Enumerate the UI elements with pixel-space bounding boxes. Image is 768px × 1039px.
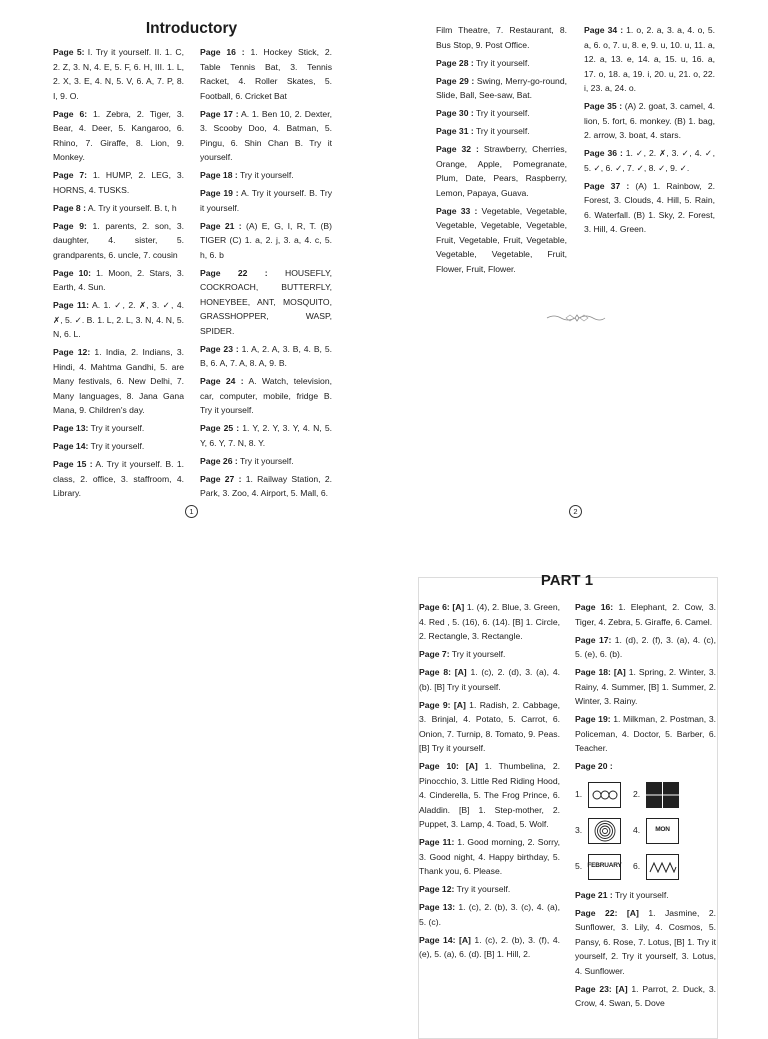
answer-entry — [419, 759, 560, 832]
page-ref-label: Page 28 : — [436, 57, 474, 68]
answer-entry — [436, 142, 567, 200]
answer-text: 1. India, 2. Indians, 3. Hindi, 4. Mahtma Gandhi, 5. are Many festivals, 6. New Delhi, 7. Many languages, 8. Jana Gana Mana, 9. Children's day. — [53, 347, 184, 415]
item-number: 5. — [575, 861, 583, 872]
page-ref-label: Page 17 : — [200, 108, 239, 119]
page-ref-label: Page 22 : — [200, 267, 268, 278]
answer-text: Try it yourself. — [237, 455, 294, 466]
answer-entry — [419, 933, 560, 962]
item-number: 1. — [575, 789, 583, 800]
answer-text: A. 1. ✓, 2. ✗, 3. ✓, 4. ✗, 5. ✓. B. 1. L, 2. L, 3. N, 4. N, 5. N, 6. L. — [53, 300, 184, 339]
answer-text: 1. Hockey Stick, 2. Table Tennis Bat, 3. Tennis Racket, 4. Roller Skates, 5. Football, 6. Cricket Bat — [200, 47, 332, 101]
answer-entry — [436, 56, 567, 71]
page-ref-label: Page 35 : — [584, 101, 623, 111]
answer-text: 1. parents, 2. son, 3. daughter, 4. sister, 5. grandparents, 6. uncle, 7. cousin — [53, 220, 184, 260]
page-ref-label: Page 27 : — [200, 473, 242, 484]
answer-entry — [53, 421, 184, 436]
answer-text: 1. o, 2. a, 3. a, 4. o, 5. a, 6. o, 7. u, 8. e, 9. u, 10. u, 11. a, 12. a, 13. e, 14. a, 15. u, 16. a, 17. o, 18. a, 19. i, 20. u, 21. o, 22. i, 23. a, 24. o. — [584, 25, 715, 93]
page-2-left-column — [436, 23, 567, 280]
answer-entry — [575, 665, 716, 709]
answer-entry — [584, 99, 715, 143]
answer-text: 1. Elephant, 2. Cow, 3. Tiger, 4. Zebra, 5. Giraffe, 6. Camel. — [575, 602, 716, 627]
answer-text: 1. (c), 2. (b), 3. (f), 4. (e), 5. (a), 6. (d). [B] 1. Hill, 2. — [419, 934, 560, 959]
page-ref-label: Page 33 : — [436, 205, 478, 216]
page-ref-label: Page 20 : — [575, 761, 613, 771]
zigzag-icon — [646, 854, 679, 880]
page-ref-label: Page 22: [A] — [575, 907, 639, 918]
answer-text: Try it yourself. — [473, 108, 530, 118]
answer-entry — [419, 665, 560, 694]
answer-text: 1. (d), 2. (f), 3. (a), 4. (c), 5. (e), 6. (b). — [575, 634, 716, 659]
answer-text: 1. Milkman, 2. Postman, 3. Policeman, 4. Doctor, 5. Barber, 6. Teacher. — [575, 714, 716, 753]
answer-text: 1. Moon, 2. Stars, 3. Earth, 4. Sun. — [53, 267, 184, 292]
answer-text: 1. A, 2. A, 3. B, 4. B, 5. B, 6. A, 7. A, 8. A, 9. B. — [200, 343, 332, 368]
answer-entry — [436, 74, 567, 103]
answer-entry — [419, 835, 560, 879]
label-box: FEBRUARY — [588, 854, 621, 880]
answer-entry — [419, 882, 560, 897]
page-ref-label: Page 11: — [53, 300, 89, 310]
answer-text: Try it yourself. — [237, 170, 294, 180]
answer-text: 1. (c), 2. (b), 3. (c), 4. (a), 5. (c). — [419, 902, 560, 927]
answer-entry — [436, 106, 567, 121]
answer-entry — [419, 600, 560, 644]
answer-entry — [575, 888, 716, 903]
answer-text: Try it yourself. — [88, 423, 145, 433]
page-ref-label: Page 31 : — [436, 126, 474, 136]
page-20-answer-grid — [575, 780, 716, 882]
page-ref-label: Page 37 : — [584, 180, 630, 191]
page-ref-label: Page 19: — [575, 714, 611, 724]
page-ref-label: Page 19 : — [200, 188, 239, 198]
page-ref-label: Page 6: [A] — [419, 602, 465, 612]
page-ref-label: Page 15 : — [53, 459, 93, 469]
page-2-right-column — [584, 23, 715, 240]
item-number: 4. — [633, 825, 641, 836]
answer-entry — [436, 124, 567, 139]
page-ref-label: Page 34 : — [584, 25, 624, 35]
answer-entry — [436, 204, 567, 277]
page-ref-label: Page 14: — [53, 441, 89, 451]
answer-text: Try it yourself. — [449, 649, 506, 659]
answer-text: Film Theatre, 7. Restaurant, 8. Bus Stop, 9. Post Office. — [436, 25, 567, 50]
answer-text: 1. Spring, 2. Winter, 3. Rainy, 4. Summer, [B] 1. Summer, 2. Winter, 3. Rainy. — [575, 667, 716, 706]
page-number-1: 1 — [185, 505, 198, 518]
item-number: 6. — [633, 861, 641, 872]
page-ref-label: Page 32 : — [436, 144, 479, 154]
answer-entry — [53, 219, 184, 263]
page-ref-label: Page 6: — [53, 108, 88, 119]
answer-entry — [200, 168, 332, 183]
answer-text: Vegetable, Vegetable, Vegetable, Vegetable, Vegetable, Fruit, Vegetable, Fruit, Vegetable, Vegetable, Vegetable, Fruit, Flower, Fruit, Flower. — [436, 205, 567, 274]
item-number: 2. — [633, 789, 641, 800]
three-circles-icon — [588, 782, 621, 808]
answer-entry — [200, 186, 332, 215]
label-box: MON — [646, 818, 679, 844]
page-ref-label: Page 24 : — [200, 376, 244, 386]
answer-text: (A) 2. goat, 3. camel, 4. lion, 5. fort, 6. monkey. (B) 1. bag, 2. arrow, 3. boat, 4. stars. — [584, 101, 715, 140]
answer-text: A. Watch, television, car, computer, mobile, fridge B. Try it yourself. — [200, 376, 332, 415]
answer-entry — [584, 23, 715, 96]
page-ref-label: Page 36 : — [584, 148, 623, 158]
answer-text: 1. Railway Station, 2. Park, 3. Zoo, 4. Airport, 5. Mall, 6. — [200, 473, 332, 498]
page-ref-label: Page 23: [A] — [575, 983, 628, 994]
answer-text: Try it yourself. — [88, 441, 145, 451]
page-ref-label: Page 8 : — [53, 202, 86, 213]
answer-entry — [200, 472, 332, 501]
page-20-row — [575, 780, 716, 810]
answer-entry — [419, 900, 560, 929]
page-ref-label: Page 18 : — [200, 170, 238, 180]
answer-entry — [200, 45, 332, 103]
ornament-divider — [546, 310, 606, 328]
answer-text: (A) E, G, I, R, T. (B) TIGER (C) 1. a, 2. j, 3. a, 4. c, 5. h, 6. b — [200, 220, 332, 260]
page-3-left-column — [419, 600, 560, 965]
page-1-right-column — [200, 45, 332, 504]
concentric-circles-icon — [588, 818, 621, 844]
answer-entry — [53, 45, 184, 103]
answer-entry — [200, 374, 332, 418]
answer-entry — [53, 345, 184, 418]
answer-text: Try it yourself. — [473, 57, 530, 68]
answer-text: I. Try it yourself. II. 1. C, 2. Z, 3. N, 4. E, 5. F, 6. H, III. 1. L, 2. X, 3. E, 4. N, 5. V, 6. A, 7. P, 8. I, 9. O. — [53, 47, 184, 101]
answer-text: A. Try it yourself. B. 1. class, 2. office, 3. staffroom, 4. Library. — [53, 459, 184, 498]
page-20-row — [575, 852, 716, 882]
answer-entry — [584, 179, 715, 237]
page-3-title: PART 1 — [540, 572, 594, 589]
answer-text: A. Try it yourself. B. Try it yourself. — [200, 188, 332, 213]
page-ref-label: Page 16 : — [200, 47, 245, 57]
page-ref-label: Page 21 : — [575, 889, 613, 900]
answer-text: Try it yourself. — [454, 884, 511, 894]
page-ref-label: Page 12: — [419, 884, 455, 894]
answer-text: 1. Zebra, 2. Tiger, 3. Bear, 4. Deer, 5. Kangaroo, 6. Rhino, 7. Giraffe, 8. Lion, 9. Monkey. — [53, 108, 184, 162]
answer-entry — [200, 107, 332, 165]
page-ref-label: Page 13: — [53, 423, 89, 433]
page-ref-label: Page 26 : — [200, 455, 238, 466]
answer-text: 1. Radish, 2. Cabbage, 3. Brinjal, 4. Potato, 5. Carrot, 6. Onion, 7. Turnip, 8. Tomato, 9. Peas. [B] Try it yourself. — [419, 699, 560, 753]
answer-entry — [575, 982, 716, 1011]
answer-entry — [419, 698, 560, 756]
answer-entry — [575, 759, 716, 774]
page-ref-label: Page 13: — [419, 902, 456, 912]
answer-entry — [53, 201, 184, 216]
page-ref-label: Page 11: — [419, 837, 455, 847]
page-1-left-column — [53, 45, 184, 504]
answer-entry — [575, 633, 716, 662]
answer-text: A. 1. Ben 10, 2. Dexter, 3. Scooby Doo, 4. Batman, 5. Pingu, 6. Shin Chan B. Try it yourself. — [200, 108, 332, 162]
page-ref-label: Page 9: — [53, 220, 87, 231]
answer-text: Try it yourself. — [473, 126, 530, 136]
page-ref-label: Page 12: — [53, 347, 91, 357]
item-number: 3. — [575, 825, 583, 836]
answer-entry — [53, 439, 184, 454]
page-ref-label: Page 10: — [53, 267, 91, 278]
page-ref-label: Page 25 : — [200, 423, 240, 433]
answer-entry — [53, 107, 184, 165]
page-ref-label: Page 10: [A] — [419, 761, 478, 771]
answer-text: 1. Jasmine, 2. Sunflower, 3. Lily, 4. Cosmos, 5. Pansy, 6. Rose, 7. Lotus, [B] 1. Try it yourself, 2. Try it yourself, 3. Lotus, 4. Sunflower. — [575, 907, 716, 976]
answer-text: 1. Parrot, 2. Duck, 3. Crow, 4. Swan, 5. Dove — [575, 983, 716, 1008]
answer-entry — [200, 342, 332, 371]
page-ref-label: Page 7: — [419, 649, 450, 659]
answer-text: Strawberry, Cherries, Orange, Apple, Pomegranate, Plum, Date, Pears, Raspberry, Lemon, Papaya, Guava. — [436, 144, 567, 198]
answer-entry — [419, 647, 560, 662]
answer-text: 1. (c), 2. (d), 3. (a), 4. (b). [B] Try it yourself. — [419, 667, 560, 692]
answer-text: 1. ✓, 2. ✗, 3. ✓, 4. ✓, 5. ✓, 6. ✓, 7. ✓, 8. ✓, 9. ✓. — [584, 148, 715, 173]
answer-text: A. Try it yourself. B. t, h — [85, 202, 177, 213]
answer-entry — [584, 146, 715, 175]
answer-entry — [200, 219, 332, 263]
answer-entry — [436, 23, 567, 52]
answer-text: HOUSEFLY, COCKROACH, BUTTERFLY, HONEYBEE, ANT, MOSQUITO, GRASSHOPPER, WASP, SPIDER. — [200, 267, 332, 336]
answer-text: 1. Y, 2. Y, 3. Y, 4. N, 5. Y, 6. Y, 7. N, 8. Y. — [200, 423, 332, 448]
answer-entry — [200, 266, 332, 339]
answer-text: (A) 1. Rainbow, 2. Forest, 3. Clouds, 4. Hill, 5. Rain, 6. Waterfall. (B) 1. Sky, 2. Forest, 3. Hill, 4. Green. — [584, 180, 715, 234]
page-ref-label: Page 21 : — [200, 220, 242, 231]
page-1-title: Introductory — [145, 20, 238, 37]
page-ref-label: Page 7: — [53, 170, 88, 180]
answer-entry — [575, 906, 716, 979]
answer-entry — [53, 457, 184, 501]
answer-text: Try it yourself. — [612, 889, 669, 900]
page-3-right-column — [575, 600, 716, 1014]
answer-text: Swing, Merry-go-round, Slide, Ball, See-saw, Bat. — [436, 75, 567, 100]
page-ref-label: Page 17: — [575, 634, 612, 645]
answer-entry — [200, 454, 332, 469]
page-ref-label: Page 18: [A] — [575, 667, 626, 677]
answer-text: 1. (4), 2. Blue, 3. Green, 4. Red , 5. (16), 6. (14). [B] 1. Circle, 2. Rectangle, 3. Rectangle. — [419, 602, 561, 641]
answer-entry — [53, 298, 184, 342]
page-ref-label: Page 30 : — [436, 108, 474, 118]
page-ref-label: Page 14: [A] — [419, 934, 471, 945]
page-ref-label: Page 16: — [575, 602, 614, 612]
answer-text: 1. Good morning, 2. Sorry, 3. Good night, 4. Happy birthday, 5. Thank you, 6. Please. — [419, 837, 561, 876]
four-squares-icon — [646, 782, 679, 808]
page-number-2: 2 — [569, 505, 582, 518]
answer-entry — [575, 600, 716, 629]
answer-entry — [53, 168, 184, 197]
page-ref-label: Page 5: — [53, 47, 85, 57]
page-ref-label: Page 9: [A] — [419, 699, 466, 710]
answer-entry — [200, 421, 332, 450]
page-20-row — [575, 816, 716, 846]
answer-entry — [53, 266, 184, 295]
page-ref-label: Page 23 : — [200, 343, 239, 354]
answer-entry — [575, 712, 716, 756]
answer-text: 1. HUMP, 2. LEG, 3. HORNS, 4. TUSKS. — [53, 170, 184, 195]
page-ref-label: Page 8: [A] — [419, 667, 467, 677]
answer-text: 1. Thumbelina, 2. Pinocchio, 3. Little Red Riding Hood, 4. Cinderella, 5. The Frog Prince, 6. Aladdin. [B] 1. Step-mother, 2. Puppet, 3. Lamp, 4. Toad, 5. Wolf. — [419, 761, 560, 829]
page-ref-label: Page 29 : — [436, 75, 475, 86]
